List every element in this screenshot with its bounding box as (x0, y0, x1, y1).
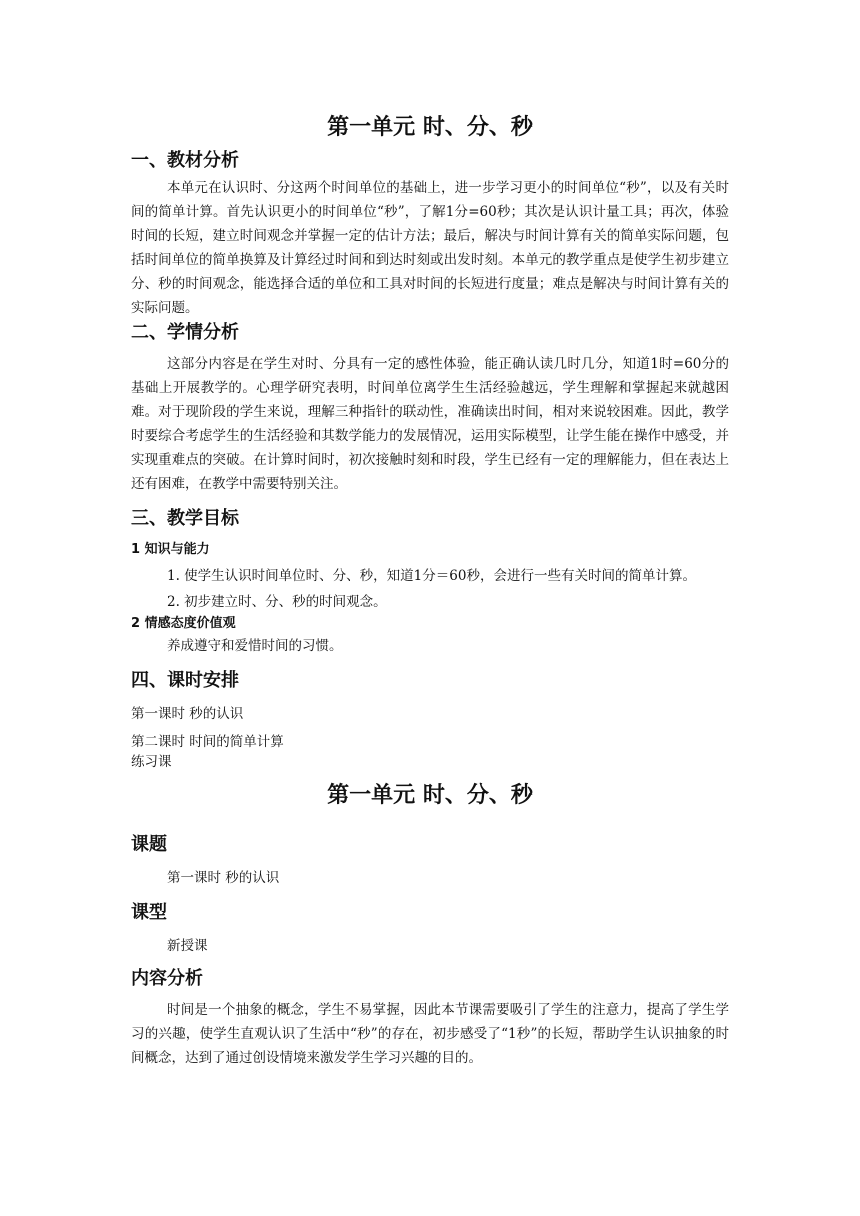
heading-lesson-topic: 课题 (131, 834, 167, 855)
section-heading-learner-analysis: 二、学情分析 (131, 322, 239, 343)
unit-title: 第一单元 时、分、秒 (327, 115, 533, 140)
goal-subheading-knowledge: 1 知识与能力 (131, 542, 210, 557)
goal-item-2: 2. 初步建立时、分、秒的时间观念。 (167, 594, 387, 610)
lesson-topic-text: 第一课时 秒的认识 (167, 870, 280, 886)
lesson-type-text: 新授课 (167, 938, 208, 954)
schedule-item-1: 第一课时 秒的认识 (131, 706, 244, 722)
section-heading-teaching-goals: 三、教学目标 (131, 508, 239, 529)
heading-lesson-type: 课型 (131, 902, 167, 923)
schedule-item-2: 第二课时 时间的简单计算 (131, 734, 284, 750)
section-heading-textbook-analysis: 一、教材分析 (131, 150, 239, 171)
schedule-item-3: 练习课 (131, 754, 172, 770)
textbook-analysis-paragraph: 本单元在认识时、分这两个时间单位的基础上，进一步学习更小的时间单位“秒”，以及有关时间的简单计算。首先认识更小的时间单位“秒”，了解1分=60秒；其次是认识计量工具；再次，体验时间的长短，建立时间观念并掌握一定的估计方法；最后，解决与时间计算有关的简单实际问题，包括时间单位的简单换算及计算经过时间和到达时刻或出发时刻。本单元的教学重点是使学生初步建立分、秒的时间观念，能选择合适的单位和工具对时间的长短进行度量；难点是解决与时间计算有关的实际问题。 (131, 180, 729, 316)
document-body (131, 110, 729, 1070)
goal-item-3: 养成遵守和爱惜时间的习惯。 (167, 638, 343, 654)
unit-title-2: 第一单元 时、分、秒 (327, 783, 533, 808)
goal-subheading-attitude: 2 情感态度价值观 (131, 616, 236, 631)
content-analysis-paragraph: 时间是一个抽象的概念，学生不易掌握，因此本节课需要吸引了学生的注意力，提高了学生学习的兴趣，使学生直观认识了生活中“秒”的存在，初步感受了“1秒”的长短，帮助学生认识抽象的时间概念，达到了通过创设情境来激发学生学习兴趣的目的。 (131, 1002, 729, 1066)
learner-analysis-paragraph: 这部分内容是在学生对时、分具有一定的感性体验，能正确认读几时几分，知道1时=60分的基础上开展教学的。心理学研究表明，时间单位离学生生活经验越远，学生理解和掌握起来就越困难。对于现阶段的学生来说，理解三种指针的联动性，准确读出时间，相对来说较困难。因此，教学时要综合考虑学生的生活经验和其数学能力的发展情况，运用实际模型，让学生能在操作中感受，并实现重难点的突破。在计算时间时，初次接触时刻和时段，学生已经有一定的理解能力，但在表达上还有困难，在教学中需要特别关注。 (131, 356, 729, 492)
heading-content-analysis: 内容分析 (131, 968, 203, 989)
section-heading-schedule: 四、课时安排 (131, 670, 239, 691)
goal-item-1: 1. 使学生认识时间单位时、分、秒，知道1分＝60秒，会进行一些有关时间的简单计算。 (167, 568, 696, 584)
